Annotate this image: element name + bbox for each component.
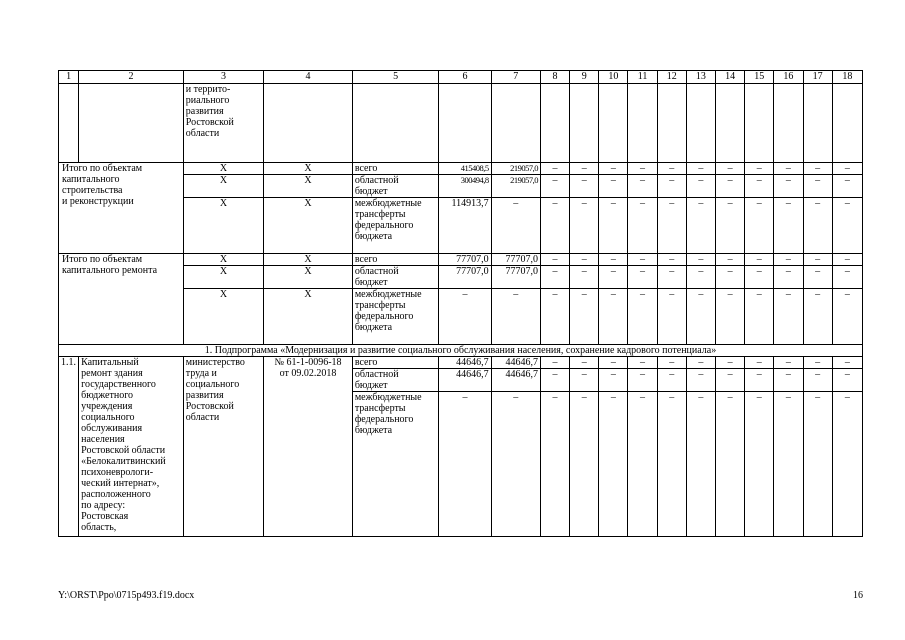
table-cell: – <box>686 357 715 369</box>
table-cell: – <box>570 198 599 254</box>
table-cell <box>832 84 862 163</box>
table-cell: Х <box>264 254 353 266</box>
table-cell: – <box>715 266 744 289</box>
table-cell: – <box>628 357 657 369</box>
column-header: 1 <box>59 71 79 84</box>
table-cell: Х <box>183 175 264 198</box>
table-body <box>59 71 863 537</box>
table-cell <box>540 84 569 163</box>
table-cell: – <box>570 369 599 392</box>
item-name: Капитальный ремонт здания государственного бюджетного учреждения социального обслуживания населения Ростовской области «Белокалитвинский психоневрологи- ческий интернат», расположенного по адресу: Ростовская область, <box>79 357 184 537</box>
table-cell: – <box>803 163 832 175</box>
table-cell: – <box>686 175 715 198</box>
table-cell: 77707,0 <box>439 266 491 289</box>
table-cell: – <box>628 266 657 289</box>
table-cell: – <box>599 266 628 289</box>
table-cell: – <box>628 254 657 266</box>
table-cell: – <box>540 392 569 537</box>
table-cell: – <box>774 357 803 369</box>
table-cell: – <box>540 369 569 392</box>
table-cell: – <box>686 289 715 345</box>
table-cell: – <box>570 266 599 289</box>
table-cell: – <box>745 392 774 537</box>
column-header: 6 <box>439 71 491 84</box>
table-cell: Х <box>183 254 264 266</box>
continuation-row <box>59 84 863 163</box>
table-cell: – <box>745 175 774 198</box>
table-cell: Х <box>264 163 353 175</box>
table-cell: – <box>628 198 657 254</box>
table-cell: – <box>599 175 628 198</box>
table-cell: всего <box>352 254 439 266</box>
table-cell: межбюджетные трансферты федерального бюджета <box>352 289 439 345</box>
table-cell: Х <box>183 266 264 289</box>
table-cell: – <box>832 392 862 537</box>
table-cell: Х <box>183 289 264 345</box>
table-cell: – <box>745 369 774 392</box>
table-cell: – <box>657 369 686 392</box>
table-header-row <box>59 71 863 84</box>
budget-table <box>58 70 863 537</box>
group-label: Итого по объектам капитального ремонта <box>59 254 184 345</box>
table-cell: Х <box>264 289 353 345</box>
table-cell: – <box>715 163 744 175</box>
table-cell: – <box>540 357 569 369</box>
table-cell: 77707,0 <box>491 254 540 266</box>
table-cell: – <box>774 198 803 254</box>
table-cell: – <box>832 266 862 289</box>
table-cell: 44646,7 <box>491 369 540 392</box>
column-header: 17 <box>803 71 832 84</box>
table-cell: Х <box>264 266 353 289</box>
table-cell: – <box>803 175 832 198</box>
table-cell: – <box>540 266 569 289</box>
table-cell <box>570 84 599 163</box>
table-cell: – <box>657 198 686 254</box>
table-cell: 415408,5 <box>439 163 491 175</box>
table-cell: – <box>628 392 657 537</box>
column-header: 4 <box>264 71 353 84</box>
table-cell: – <box>657 357 686 369</box>
table-cell: – <box>540 175 569 198</box>
table-cell: – <box>599 357 628 369</box>
table-cell: – <box>657 266 686 289</box>
table-cell: – <box>628 163 657 175</box>
table-cell: – <box>686 163 715 175</box>
subprogram-row <box>59 345 863 357</box>
table-cell: – <box>686 266 715 289</box>
table-cell: – <box>599 198 628 254</box>
table-cell <box>352 84 439 163</box>
table-cell: – <box>832 163 862 175</box>
table-cell: – <box>745 254 774 266</box>
column-header: 11 <box>628 71 657 84</box>
table-cell: – <box>540 254 569 266</box>
table-cell: 300494,8 <box>439 175 491 198</box>
table-cell: – <box>715 357 744 369</box>
column-header: 8 <box>540 71 569 84</box>
table-cell: – <box>774 254 803 266</box>
table-cell: – <box>657 289 686 345</box>
column-header: 12 <box>657 71 686 84</box>
table-cell: областной бюджет <box>352 175 439 198</box>
table-cell: межбюджетные трансферты федерального бюджета <box>352 392 439 537</box>
table-cell: – <box>774 369 803 392</box>
table-row <box>59 357 863 369</box>
table-cell: – <box>715 175 744 198</box>
group-label: Итого по объектам капитального строительства и реконструкции <box>59 163 184 254</box>
column-header: 2 <box>79 71 184 84</box>
table-cell: – <box>599 254 628 266</box>
table-cell: – <box>657 175 686 198</box>
table-cell: – <box>715 254 744 266</box>
column-header: 9 <box>570 71 599 84</box>
table-cell: – <box>599 392 628 537</box>
table-cell: областной бюджет <box>352 369 439 392</box>
column-header: 7 <box>491 71 540 84</box>
column-header: 13 <box>686 71 715 84</box>
table-cell: – <box>628 175 657 198</box>
table-cell: – <box>540 289 569 345</box>
table-cell: – <box>686 369 715 392</box>
table-cell: – <box>439 289 491 345</box>
table-cell: – <box>491 289 540 345</box>
table-cell: – <box>745 357 774 369</box>
table-cell <box>439 84 491 163</box>
column-header: 18 <box>832 71 862 84</box>
table-cell: областной бюджет <box>352 266 439 289</box>
table-cell: – <box>686 254 715 266</box>
table-cell: – <box>628 369 657 392</box>
table-cell <box>264 84 353 163</box>
table-cell: – <box>657 392 686 537</box>
table-cell: – <box>599 163 628 175</box>
table-cell: межбюджетные трансферты федерального бюджета <box>352 198 439 254</box>
footer-page-number: 16 <box>853 590 863 601</box>
item-number: 1.1. <box>59 357 79 537</box>
table-row <box>59 163 863 175</box>
table-cell: 77707,0 <box>439 254 491 266</box>
table-cell: – <box>803 392 832 537</box>
table-cell: – <box>832 198 862 254</box>
table-cell: – <box>803 369 832 392</box>
table-cell: 44646,7 <box>439 369 491 392</box>
table-cell: – <box>570 357 599 369</box>
table-cell: 114913,7 <box>439 198 491 254</box>
table-cell: – <box>599 289 628 345</box>
table-cell: и террито- риального развития Ростовской области <box>183 84 264 163</box>
table-cell: Х <box>183 163 264 175</box>
table-cell: 219057,0 <box>491 163 540 175</box>
table-cell: – <box>540 163 569 175</box>
table-cell <box>599 84 628 163</box>
table-cell: – <box>832 175 862 198</box>
table-cell: – <box>439 392 491 537</box>
table-cell: – <box>745 198 774 254</box>
table-cell: – <box>715 392 744 537</box>
table-cell: – <box>803 266 832 289</box>
table-cell: – <box>774 163 803 175</box>
table-cell: 44646,7 <box>491 357 540 369</box>
item-agency: министерство труда и социального развития Ростовской области <box>183 357 264 537</box>
column-header: 15 <box>745 71 774 84</box>
column-header: 3 <box>183 71 264 84</box>
table-cell: – <box>686 392 715 537</box>
table-cell: – <box>570 254 599 266</box>
table-cell <box>657 84 686 163</box>
column-header: 16 <box>774 71 803 84</box>
table-cell: – <box>774 392 803 537</box>
table-cell: – <box>803 289 832 345</box>
column-header: 5 <box>352 71 439 84</box>
table-cell: 44646,7 <box>439 357 491 369</box>
table-cell: – <box>745 266 774 289</box>
table-cell: – <box>745 289 774 345</box>
table-cell: Х <box>183 198 264 254</box>
table-cell: – <box>803 254 832 266</box>
table-cell: – <box>715 369 744 392</box>
table-cell: 77707,0 <box>491 266 540 289</box>
table-cell: – <box>657 254 686 266</box>
table-cell: – <box>570 289 599 345</box>
table-cell: – <box>774 266 803 289</box>
table-cell <box>803 84 832 163</box>
table-cell <box>774 84 803 163</box>
footer-file-path: Y:\ORST\Ppo\0715p493.f19.docx <box>58 590 195 601</box>
table-cell: – <box>774 175 803 198</box>
table-cell <box>715 84 744 163</box>
table-cell: – <box>570 175 599 198</box>
table-cell: – <box>540 198 569 254</box>
table-cell: – <box>599 369 628 392</box>
table-cell: всего <box>352 357 439 369</box>
table-cell: – <box>686 198 715 254</box>
table-cell: всего <box>352 163 439 175</box>
table-cell: Х <box>264 198 353 254</box>
table-cell: – <box>491 198 540 254</box>
item-document: № 61-1-0096-18 от 09.02.2018 <box>264 357 353 537</box>
table-cell: – <box>832 289 862 345</box>
table-cell: – <box>715 198 744 254</box>
table-cell: – <box>657 163 686 175</box>
table-cell: – <box>491 392 540 537</box>
table-cell: – <box>628 289 657 345</box>
table-cell: – <box>774 289 803 345</box>
table-cell: – <box>570 163 599 175</box>
table-cell <box>491 84 540 163</box>
table-cell: – <box>715 289 744 345</box>
table-cell: – <box>832 369 862 392</box>
table-cell: – <box>570 392 599 537</box>
table-cell: – <box>832 254 862 266</box>
table-cell: Х <box>264 175 353 198</box>
table-cell <box>686 84 715 163</box>
column-header: 14 <box>715 71 744 84</box>
table-cell <box>59 84 79 163</box>
table-cell: – <box>803 357 832 369</box>
table-cell: – <box>803 198 832 254</box>
column-header: 10 <box>599 71 628 84</box>
table-cell: – <box>745 163 774 175</box>
table-cell: – <box>832 357 862 369</box>
table-row <box>59 254 863 266</box>
table-cell <box>79 84 184 163</box>
table-cell: 219057,0 <box>491 175 540 198</box>
subprogram-title: 1. Подпрограмма «Модернизация и развитие социального обслуживания населения, сохранение кадрового потенциала» <box>59 345 863 357</box>
table-cell <box>745 84 774 163</box>
table-cell <box>628 84 657 163</box>
